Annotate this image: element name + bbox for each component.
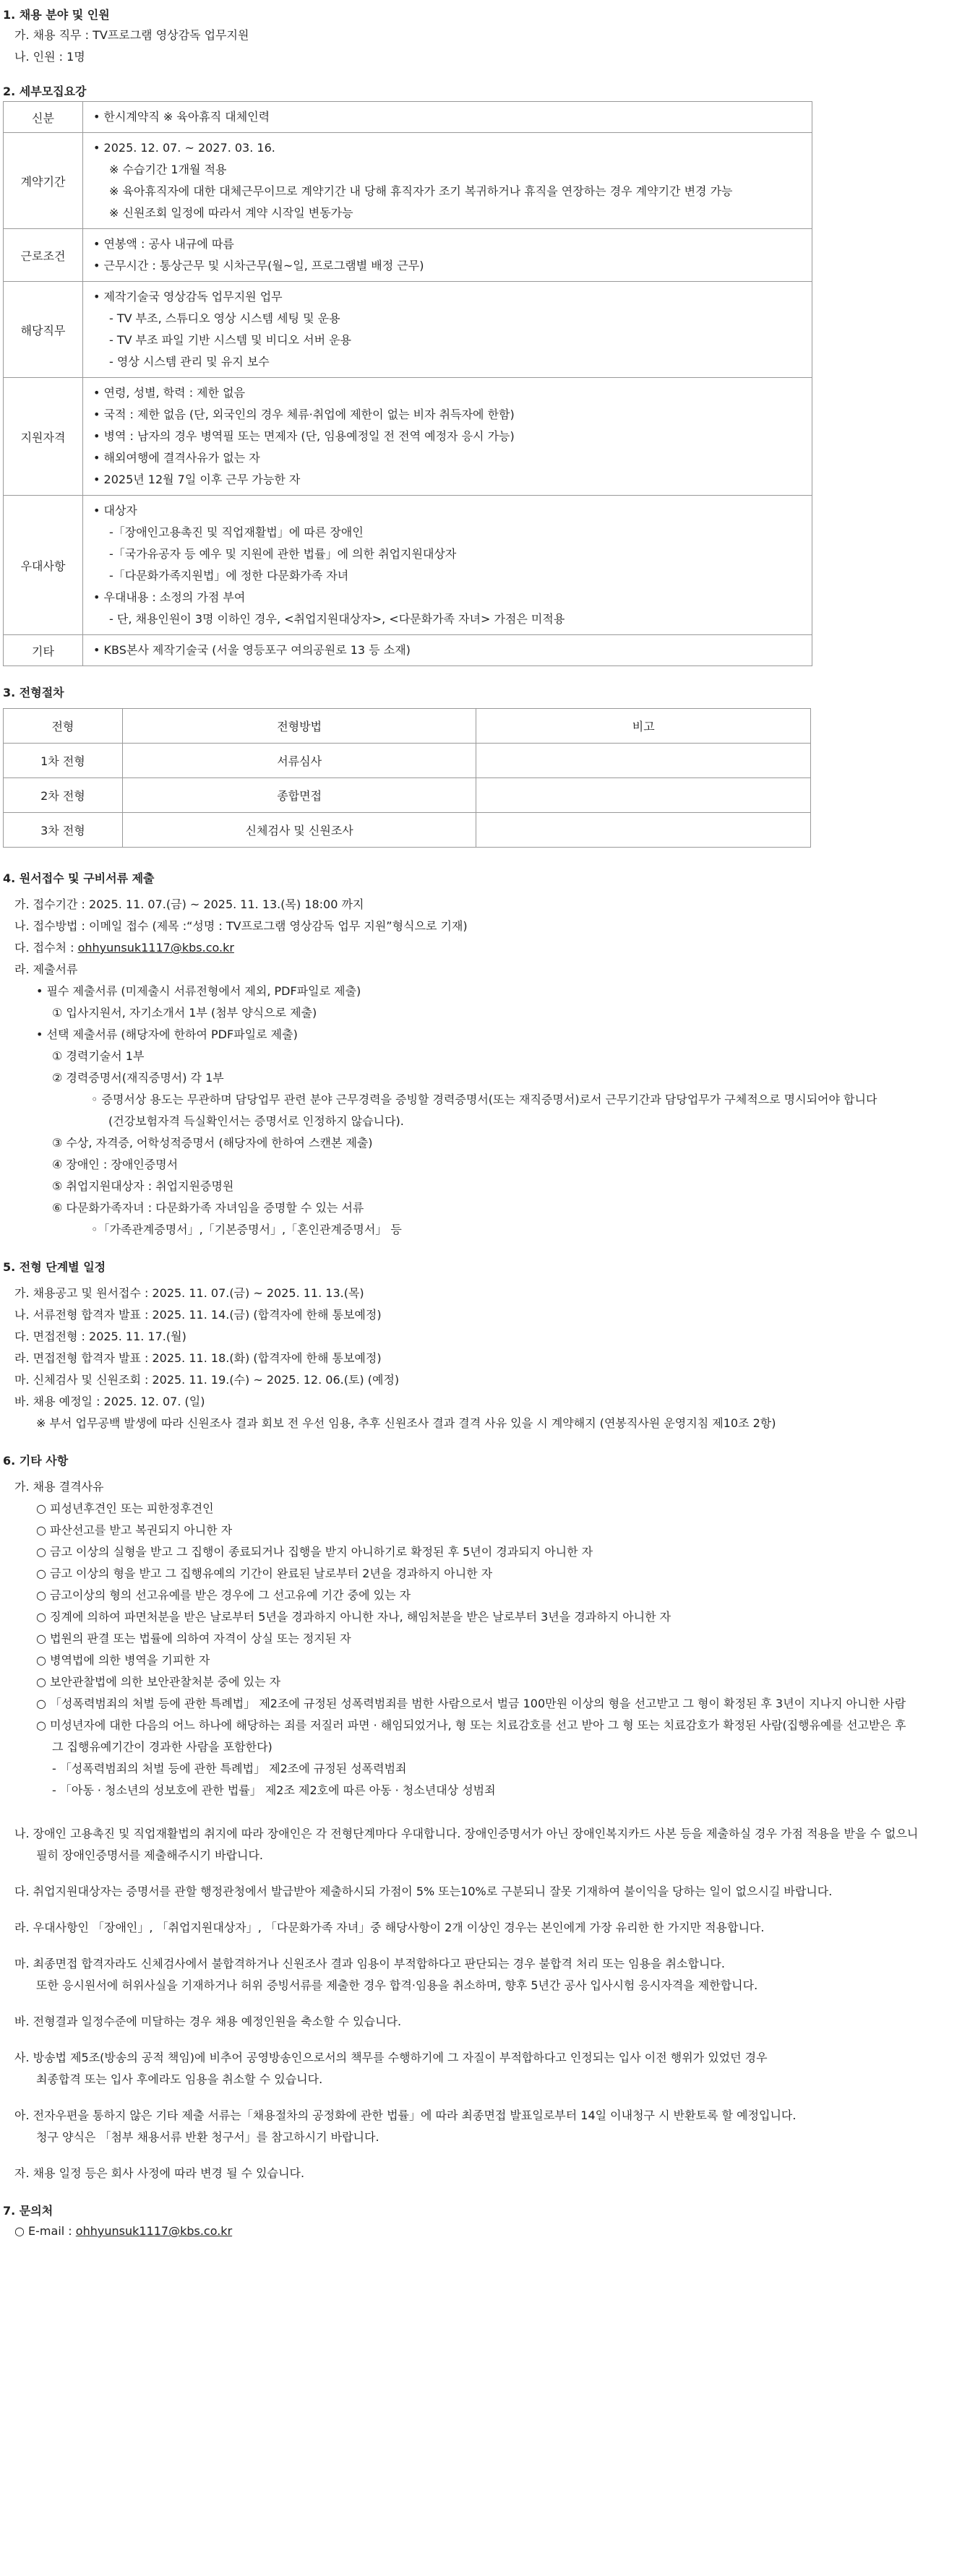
optional-document-item: ① 경력기술서 1부 [52, 1049, 145, 1063]
table-header-row [4, 709, 811, 744]
optional-document-note: ◦ 증명서상 용도는 무관하며 담당업무 관련 분야 근무경력을 증빙할 경력증명서(또는 재직증명서)로서 근무기간과 담당업무가 구체적으로 명시되어야 합니다 [91, 1093, 877, 1106]
row-line: • 한시계약직 ※ 육아휴직 대체인력 [93, 110, 270, 124]
table-cell: 3차 전형 [4, 813, 123, 848]
job-title-line: 가. 채용 직무 : TV프로그램 영상감독 업무지원 [14, 28, 249, 42]
disqualification-subitem: - 「아동 · 청소년의 성보호에 관한 법률」 제2조 제2호에 따른 아동 · 청소년대상 성범죄 [52, 1783, 496, 1797]
row-line: • 대상자 [93, 504, 137, 517]
disqualification-item: ○ 징계에 의하여 파면처분을 받은 날로부터 5년을 경과하지 아니한 자나, 해임처분을 받은 날로부터 3년을 경과하지 아니한 자 [36, 1610, 671, 1624]
optional-document-item: ⑥ 다문화가족자녀 : 다문화가족 자녀임을 증명할 수 있는 서류 [52, 1201, 364, 1215]
table-row [4, 744, 811, 778]
row-line: • 국적 : 제한 없음 (단, 외국인의 경우 체류·취업에 제한이 없는 비자 취득자에 한함) [93, 408, 515, 421]
note-ma-line2: 또한 응시원서에 허위사실을 기재하거나 허위 증빙서류를 제출한 경우 합격·임용을 취소하며, 향후 5년간 공사 입사시험 응시자격을 제한합니다. [36, 1978, 758, 1992]
disqualification-item: ○ 보안관찰법에 의한 보안관찰처분 중에 있는 자 [36, 1675, 281, 1689]
row-line: • 해외여행에 결격사유가 없는 자 [93, 451, 260, 465]
contact-email-link[interactable]: ohhyunsuk1117@kbs.co.kr [75, 2224, 233, 2238]
row-key: 기타 [4, 635, 83, 666]
table-row [4, 813, 811, 848]
table-cell: 종합면접 [122, 778, 476, 813]
column-header: 전형방법 [122, 709, 476, 744]
row-line: • 연봉액 : 공사 내규에 따름 [93, 237, 234, 251]
table-cell [476, 778, 811, 813]
optional-document-item: ② 경력증명서(재직증명서) 각 1부 [52, 1071, 224, 1085]
note-na-line1: 나. 장애인 고용촉진 및 직업재활법의 취지에 따라 장애인은 각 전형단계마다 우대합니다. 장애인증명서가 아닌 장애인복지카드 사본 등을 제출하실 경우 가점 적용을 받을 수 없으니 [14, 1827, 919, 1840]
row-key: 우대사항 [4, 496, 83, 635]
note-a-line1: 아. 전자우편을 통하지 않은 기타 제출 서류는「채용절차의 공정화에 관한 법률」에 따라 최종면접 발표일로부터 14일 이내청구 시 반환토록 할 예정입니다. [14, 2108, 797, 2122]
optional-documents: • 선택 제출서류 (해당자에 한하여 PDF파일로 제출) [36, 1028, 298, 1041]
schedule-item: 나. 서류전형 합격자 발표 : 2025. 11. 14.(금) (합격자에 한해 통보예정) [14, 1308, 382, 1322]
section-2-title: 2. 세부모집요강 [3, 85, 87, 98]
section-1-title: 1. 채용 분야 및 인원 [3, 8, 110, 22]
row-value [83, 102, 812, 133]
note-ba: 바. 전형결과 일정수준에 미달하는 경우 채용 예정인원을 축소할 수 있습니다. [14, 2015, 402, 2028]
row-line: • 연령, 성별, 학력 : 제한 없음 [93, 386, 246, 400]
recruitment-details-table [3, 101, 812, 666]
row-line: • 근무시간 : 통상근무 및 시차근무(월~일, 프로그램별 배정 근무) [93, 259, 424, 272]
row-value [83, 378, 812, 496]
table-cell: 1차 전형 [4, 744, 123, 778]
required-documents: • 필수 제출서류 (미제출시 서류전형에서 제외, PDF파일로 제출) [36, 984, 361, 998]
table-row [4, 635, 812, 666]
section-4-title: 4. 원서접수 및 구비서류 제출 [3, 871, 155, 885]
note-ja: 자. 채용 일정 등은 회사 사정에 따라 변경 될 수 있습니다. [14, 2166, 305, 2180]
optional-document-item: ④ 장애인 : 장애인증명서 [52, 1158, 179, 1171]
disqualification-item: ○ 「성폭력범죄의 처벌 등에 관한 특례법」 제2조에 규정된 성폭력범죄를 범한 사람으로서 벌금 100만원 이상의 형을 선고받고 그 형이 확정된 후 3년이 지나지 아니한 사람 [36, 1697, 906, 1710]
section-3-title: 3. 전형절차 [3, 686, 64, 699]
row-value [83, 496, 812, 635]
disqualification-title: 가. 채용 결격사유 [14, 1480, 104, 1494]
schedule-item: 가. 채용공고 및 원서접수 : 2025. 11. 07.(금) ~ 2025. 11. 13.(목) [14, 1286, 364, 1300]
optional-document-note: (건강보험자격 득실확인서는 증명서로 인정하지 않습니다). [108, 1114, 404, 1128]
row-value [83, 635, 812, 666]
note-na-line2: 필히 장애인증명서를 제출해주시기 바랍니다. [36, 1848, 264, 1862]
note-da: 다. 취업지원대상자는 증명서를 관할 행정관청에서 발급받아 제출하시되 가점이 5% 또는10%로 구분되니 잘못 기재하여 불이익을 당하는 일이 없으시길 바랍니다. [14, 1884, 833, 1898]
row-line: • 우대내용 : 소정의 가점 부여 [93, 590, 246, 604]
schedule-item: 바. 채용 예정일 : 2025. 12. 07. (일) [14, 1395, 205, 1408]
row-line: • 제작기술국 영상감독 업무지원 업무 [93, 290, 283, 303]
table-row [4, 282, 812, 378]
documents-title: 라. 제출서류 [14, 962, 78, 976]
table-row [4, 229, 812, 282]
headcount-line: 나. 인원 : 1명 [14, 50, 85, 64]
row-line: - TV 부조 파일 기반 시스템 및 비디오 서버 운용 [109, 333, 352, 347]
contact-email [0, 2220, 970, 2242]
row-value [83, 282, 812, 378]
section-6-title: 6. 기타 사항 [3, 1454, 69, 1468]
application-period: 가. 접수기간 : 2025. 11. 07.(금) ~ 2025. 11. 13.(목) 18:00 까지 [14, 897, 364, 911]
required-document-item: ① 입사지원서, 자기소개서 1부 (첨부 양식으로 제출) [52, 1006, 317, 1020]
row-key: 해당직무 [4, 282, 83, 378]
table-cell [476, 744, 811, 778]
note-sa-line1: 사. 방송법 제5조(방송의 공적 책임)에 비추어 공영방송인으로서의 책무를 수행하기에 그 자질이 부적합하다고 인정되는 입사 이전 행위가 있었던 경우 [14, 2051, 768, 2064]
disqualification-item: ○ 법원의 판결 또는 법률에 의하여 자격이 상실 또는 정지된 자 [36, 1632, 351, 1645]
row-value [83, 133, 812, 229]
row-key: 근로조건 [4, 229, 83, 282]
table-row [4, 133, 812, 229]
table-cell: 서류심사 [122, 744, 476, 778]
row-key: 지원자격 [4, 378, 83, 496]
application-email-link[interactable]: ohhyunsuk1117@kbs.co.kr [77, 941, 234, 955]
selection-process-table [3, 708, 811, 848]
disqualification-item: ○ 병역법에 의한 병역을 기피한 자 [36, 1653, 210, 1667]
note-a-line2: 청구 양식은 「첨부 채용서류 반환 청구서」를 참고하시기 바랍니다. [36, 2130, 379, 2144]
table-row [4, 496, 812, 635]
table-cell: 2차 전형 [4, 778, 123, 813]
schedule-item: 라. 면접전형 합격자 발표 : 2025. 11. 18.(화) (합격자에 한해 통보예정) [14, 1351, 382, 1365]
table-row [4, 778, 811, 813]
row-line: - 영상 시스템 관리 및 유지 보수 [109, 355, 270, 369]
disqualification-item: ○ 금고 이상의 형을 받고 그 집행유예의 기간이 완료된 날로부터 2년을 경과하지 아니한 자 [36, 1567, 493, 1580]
section-7-title: 7. 문의처 [3, 2204, 53, 2218]
note-ra: 라. 우대사항인 「장애인」, 「취업지원대상자」, 「다문화가족 자녀」중 해당사항이 2개 이상인 경우는 본인에게 가장 유리한 한 가지만 적용합니다. [14, 1921, 765, 1934]
row-key: 계약기간 [4, 133, 83, 229]
schedule-item: 다. 면접전형 : 2025. 11. 17.(월) [14, 1330, 186, 1343]
application-address-label: 다. 접수처 : [14, 941, 78, 955]
row-line: - 단, 채용인원이 3명 이하인 경우, <취업지원대상자>, <다문화가족 자녀> 가점은 미적용 [109, 612, 565, 626]
table-row [4, 102, 812, 133]
column-header: 비고 [476, 709, 811, 744]
row-line: • 병역 : 남자의 경우 병역필 또는 면제자 (단, 임용예정일 전 전역 예정자 응시 가능) [93, 429, 515, 443]
disqualification-item: ○ 미성년자에 대한 다음의 어느 하나에 해당하는 죄를 저질러 파면 · 해임되었거나, 형 또는 치료감호를 선고 받아 그 형 또는 치료감호가 확정된 사람(집행유예를 선고받은 후 [36, 1718, 906, 1732]
row-line: • 2025. 12. 07. ~ 2027. 03. 16. [93, 141, 275, 155]
row-line: • 2025년 12월 7일 이후 근무 가능한 자 [93, 473, 301, 486]
table-cell: 신체검사 및 신원조사 [122, 813, 476, 848]
row-value [83, 229, 812, 282]
note-ma-line1: 마. 최종면접 합격자라도 신체검사에서 불합격하거나 신원조사 결과 임용이 부적합하다고 판단되는 경우 불합격 처리 또는 임용을 취소합니다. [14, 1957, 725, 1970]
column-header: 전형 [4, 709, 123, 744]
row-line: ※ 수습기간 1개월 적용 [109, 163, 227, 176]
disqualification-item: ○ 금고 이상의 실형을 받고 그 집행이 종료되거나 집행을 받지 아니하기로 확정된 후 5년이 경과되지 아니한 자 [36, 1545, 593, 1559]
section-5-title: 5. 전형 단계별 일정 [3, 1260, 106, 1274]
row-line: - TV 부조, 스튜디오 영상 시스템 세팅 및 운용 [109, 311, 340, 325]
disqualification-item: ○ 금고이상의 형의 선고유예를 받은 경우에 그 선고유예 기간 중에 있는 자 [36, 1588, 411, 1602]
contact-email-label: ○ E-mail : [14, 2224, 76, 2238]
schedule-note: ※ 부서 업무공백 발생에 따라 신원조사 결과 회보 전 우선 임용, 추후 신원조사 결과 결격 사유 있을 시 계약해지 (연봉직사원 운영지침 제10조 2항) [36, 1416, 776, 1430]
note-sa-line2: 최종합격 또는 입사 후에라도 임용을 취소할 수 있습니다. [36, 2072, 323, 2086]
optional-document-item: ⑤ 취업지원대상자 : 취업지원증명원 [52, 1179, 234, 1193]
schedule-item: 마. 신체검사 및 신원조회 : 2025. 11. 19.(수) ~ 2025. 12. 06.(토) (예정) [14, 1373, 400, 1387]
row-key: 신분 [4, 102, 83, 133]
disqualification-item: ○ 파산선고를 받고 복권되지 아니한 자 [36, 1523, 233, 1537]
row-line: ※ 육아휴직자에 대한 대체근무이므로 계약기간 내 당해 휴직자가 조기 복귀하거나 휴직을 연장하는 경우 계약기간 변경 가능 [109, 184, 733, 198]
table-cell [476, 813, 811, 848]
optional-document-item: ③ 수상, 자격증, 어학성적증명서 (해당자에 한하여 스캔본 제출) [52, 1136, 373, 1150]
table-row [4, 378, 812, 496]
optional-document-note: ◦「가족관계증명서」,「기본증명서」,「혼인관계증명서」 등 [91, 1223, 402, 1236]
row-line: -「다문화가족지원법」에 정한 다문화가족 자녀 [109, 569, 349, 582]
disqualification-subitem: - 「성폭력범죄의 처벌 등에 관한 특례법」 제2조에 규정된 성폭력범죄 [52, 1762, 407, 1775]
disqualification-item-continued: 그 집행유예기간이 경과한 사람을 포함한다) [52, 1740, 272, 1754]
row-line: -「국가유공자 등 예우 및 지원에 관한 법률」에 의한 취업지원대상자 [109, 547, 457, 561]
disqualification-item: ○ 피성년후견인 또는 피한정후견인 [36, 1502, 214, 1515]
row-line: -「장애인고용촉진 및 직업재활법」에 따른 장애인 [109, 525, 364, 539]
application-address [0, 937, 970, 959]
row-line: • KBS본사 제작기술국 (서울 영등포구 여의공원로 13 등 소재) [93, 643, 411, 657]
application-method: 나. 접수방법 : 이메일 접수 (제목 :“성명 : TV프로그램 영상감독 업무 지원”형식으로 기재) [14, 919, 468, 933]
row-line: ※ 신원조회 일정에 따라서 계약 시작일 변동가능 [109, 206, 353, 220]
